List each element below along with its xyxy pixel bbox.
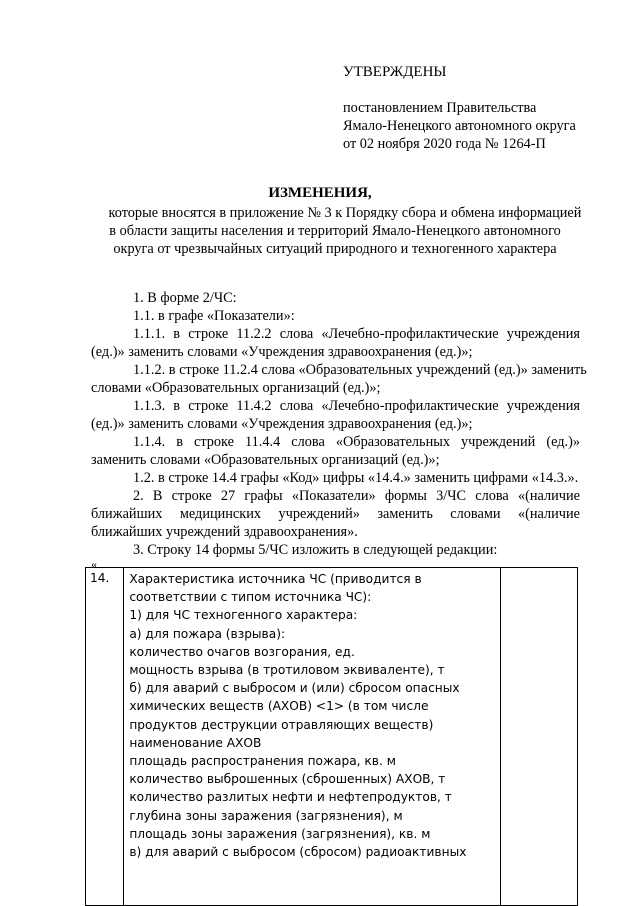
- title-line-2: в области защиты населения и территорий Ямало-Ненецкого автономного: [109, 223, 561, 239]
- opening-quote: «: [91, 557, 97, 571]
- table-line: глубина зоны заражения (загрязнения), м: [129, 808, 403, 823]
- paragraph-2-line-2: ближайших медицинских учреждений» заменить словами «(наличие: [91, 506, 580, 522]
- value-cell: [500, 568, 577, 906]
- form-table: [85, 567, 578, 906]
- approval-line-1: постановлением Правительства: [343, 100, 537, 116]
- paragraph-1-1-3-line-2: (ед.)» заменить словами «Учреждения здравоохранения (ед.)»;: [91, 416, 473, 432]
- paragraph-1-1-1-line-2: (ед.)» заменить словами «Учреждения здравоохранения (ед.)»;: [91, 344, 473, 360]
- table-line: площадь распространения пожара, кв. м: [129, 754, 396, 769]
- paragraph-1-1-3-line-1: 1.1.3. в строке 11.4.2 слова «Лечебно-профилактические учреждения: [133, 398, 580, 414]
- table-line: количество разлитых нефти и нефтепродуктов, т: [129, 790, 452, 805]
- table-line: 1) для ЧС техногенного характера:: [129, 608, 358, 623]
- paragraph-3: 3. Строку 14 формы 5/ЧС изложить в следующей редакции:: [133, 542, 498, 558]
- title-line-1: которые вносятся в приложение № 3 к Порядку сбора и обмена информацией: [108, 205, 582, 221]
- document-title: ИЗМЕНЕНИЯ,: [268, 185, 372, 201]
- row-number-cell: [86, 568, 124, 906]
- approval-line-2: Ямало-Ненецкого автономного округа: [343, 118, 576, 134]
- table-line: количество очагов возгорания, ед.: [129, 644, 355, 659]
- table-line: продуктов деструкции отравляющих веществ): [129, 717, 434, 732]
- paragraph-2-line-1: 2. В строке 27 графы «Показатели» формы 3/ЧС слова «(наличие: [133, 488, 580, 504]
- paragraph-1-2: 1.2. в строке 14.4 графы «Код» цифры «14.4.» заменить цифрами «14.3.».: [133, 470, 579, 486]
- table-line: в) для аварий с выбросом (сбросом) радиоактивных: [129, 845, 467, 860]
- table-line: б) для аварий с выбросом и (или) сбросом опасных: [129, 681, 460, 696]
- approval-line-3: от 02 ноября 2020 года № 1264-П: [343, 136, 546, 152]
- table-line: наименование АХОВ: [129, 735, 262, 750]
- table-row: [86, 568, 578, 906]
- table-line: количество выброшенных (сброшенных) АХОВ, т: [129, 772, 446, 787]
- paragraph-1-1-2-line-2: словами «Образовательных организаций (ед.)»;: [91, 380, 381, 396]
- table-line: соответствии с типом источника ЧС):: [129, 590, 372, 605]
- table-line: а) для пожара (взрыва):: [129, 626, 286, 641]
- approval-heading: УТВЕРЖДЕНЫ: [343, 64, 447, 80]
- title-line-3: округа от чрезвычайных ситуаций природного и техногенного характера: [113, 241, 557, 257]
- table-line: Характеристика источника ЧС (приводится в: [129, 572, 422, 586]
- table-line: химических веществ (АХОВ) <1> (в том числе: [129, 699, 429, 714]
- characteristic-cell: [124, 568, 500, 906]
- table-line: площадь зоны заражения (загрязнения), кв. м: [129, 826, 431, 841]
- paragraph-1-1-4-line-2: заменить словами «Образовательных организаций (ед.)»;: [91, 452, 440, 468]
- paragraph-1-1: 1.1. в графе «Показатели»:: [133, 308, 295, 324]
- paragraph-1: 1. В форме 2/ЧС:: [133, 290, 237, 306]
- paragraph-1-1-2-line-1: 1.1.2. в строке 11.2.4 слова «Образовательных учреждений (ед.)» заменить: [133, 362, 587, 378]
- table-line: мощность взрыва (в тротиловом эквиваленте), т: [129, 663, 445, 678]
- paragraph-1-1-4-line-1: 1.1.4. в строке 11.4.4 слова «Образовательных учреждений (ед.)»: [133, 434, 580, 450]
- paragraph-1-1-1-line-1: 1.1.1. в строке 11.2.2 слова «Лечебно-профилактические учреждения: [133, 326, 580, 342]
- paragraph-2-line-3: ближайших учреждений здравоохранения».: [91, 524, 358, 540]
- row-number: 14.: [90, 571, 110, 585]
